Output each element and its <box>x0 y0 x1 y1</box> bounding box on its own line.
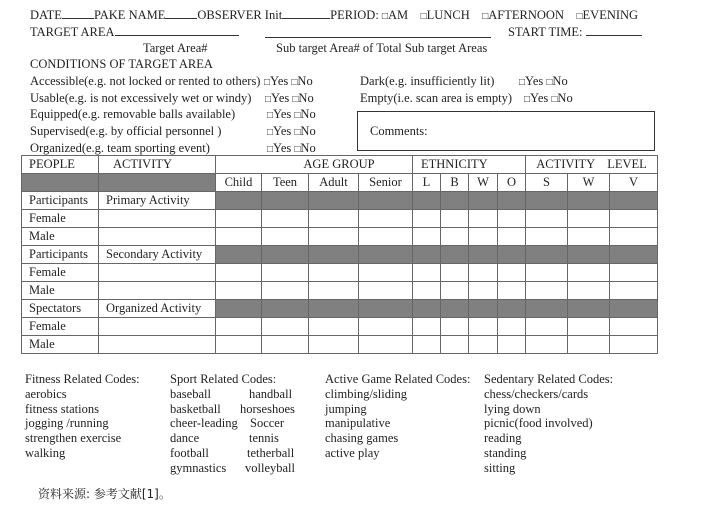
code-pair <box>170 416 285 431</box>
condition-accessible <box>30 74 260 89</box>
code-item: tennis <box>249 431 279 446</box>
fitness-codes-title: Fitness Related Codes: <box>25 372 140 386</box>
code-item: handball <box>249 386 293 401</box>
code-item: dance <box>170 431 200 446</box>
no-label: No <box>300 124 316 138</box>
count-cell[interactable] <box>413 336 441 354</box>
table-body <box>22 192 658 354</box>
count-cell[interactable] <box>568 264 610 282</box>
activity-cell: Primary Activity <box>99 192 216 210</box>
condition-label: Supervised(e.g. by official personnel ) <box>30 124 222 138</box>
shaded-cell <box>441 192 469 210</box>
sub-target-label: Sub target Area# of Total Sub target Areas <box>276 41 488 55</box>
count-cell[interactable] <box>262 228 309 246</box>
shaded-cell <box>216 192 262 210</box>
activity-cell[interactable] <box>99 228 216 246</box>
table-row <box>22 192 658 210</box>
count-cell[interactable] <box>441 228 469 246</box>
code-item: horseshoes <box>240 401 295 416</box>
condition-label: Empty(i.e. scan area is empty) <box>360 91 513 105</box>
yes-label: Yes <box>273 124 292 138</box>
shaded-cell <box>262 300 309 318</box>
shaded-cell <box>413 246 441 264</box>
count-cell[interactable] <box>526 264 568 282</box>
count-cell[interactable] <box>498 228 526 246</box>
count-cell[interactable] <box>469 318 498 336</box>
code-item: Soccer <box>250 416 285 431</box>
count-cell[interactable] <box>359 264 413 282</box>
count-cell[interactable] <box>309 282 359 300</box>
count-cell[interactable] <box>216 336 262 354</box>
condition-usable <box>30 91 251 106</box>
code-item: aerobics <box>25 386 67 401</box>
shaded-cell <box>309 246 359 264</box>
code-item: volleyball <box>245 460 295 475</box>
code-pair <box>170 431 279 446</box>
shaded-cell <box>526 192 568 210</box>
people-cell: Male <box>22 336 99 354</box>
activity-cell: Organized Activity <box>99 300 216 318</box>
count-cell[interactable] <box>610 264 658 282</box>
shaded-cell <box>498 192 526 210</box>
active-game-codes <box>325 372 470 461</box>
no-checkbox[interactable]: □ <box>294 144 301 155</box>
condition-supervised-options <box>267 124 316 140</box>
header-level-v: V <box>610 174 658 192</box>
start-time-field[interactable] <box>586 24 642 36</box>
no-checkbox[interactable]: □ <box>292 94 299 105</box>
no-label: No <box>557 91 573 105</box>
count-cell[interactable] <box>469 210 498 228</box>
yes-checkbox[interactable]: □ <box>264 77 271 88</box>
header-line-1 <box>30 7 638 24</box>
shaded-cell <box>610 246 658 264</box>
period-am-label: AM <box>387 8 409 22</box>
people-cell: Participants <box>22 192 99 210</box>
count-cell[interactable] <box>359 228 413 246</box>
no-label: No <box>552 74 568 88</box>
table-group-header-row <box>22 156 658 174</box>
people-cell: Participants <box>22 246 99 264</box>
condition-dark-options <box>519 74 568 90</box>
count-cell[interactable] <box>262 282 309 300</box>
count-cell[interactable] <box>610 336 658 354</box>
people-cell: Spectators <box>22 300 99 318</box>
count-cell[interactable] <box>498 318 526 336</box>
shaded-cell <box>413 300 441 318</box>
count-cell[interactable] <box>216 264 262 282</box>
shaded-cell <box>469 246 498 264</box>
code-item: climbing/sliding <box>325 386 407 401</box>
shaded-cell <box>610 192 658 210</box>
header-level-s: S <box>526 174 568 192</box>
count-cell[interactable] <box>610 228 658 246</box>
condition-label: Organized(e.g. team sporting event) <box>30 141 210 155</box>
count-cell[interactable] <box>469 282 498 300</box>
code-item: tetherball <box>247 445 295 460</box>
code-item: reading <box>484 431 522 446</box>
date-label: DATE <box>30 8 62 22</box>
count-cell[interactable] <box>610 318 658 336</box>
table-row <box>22 336 658 354</box>
count-cell[interactable] <box>498 282 526 300</box>
people-cell: Male <box>22 228 99 246</box>
code-item: jogging /running <box>25 416 109 431</box>
count-cell[interactable] <box>413 282 441 300</box>
count-cell[interactable] <box>309 210 359 228</box>
no-label: No <box>300 141 316 155</box>
shaded-cell <box>498 246 526 264</box>
condition-organized <box>30 141 210 156</box>
header-activity: ACTIVITY <box>99 156 216 174</box>
comments-box[interactable] <box>357 111 655 151</box>
header-line-2 <box>30 24 239 40</box>
no-checkbox[interactable]: □ <box>294 127 301 138</box>
shaded-cell <box>359 300 413 318</box>
shaded-cell <box>22 174 99 192</box>
count-cell[interactable] <box>359 336 413 354</box>
activity-cell[interactable] <box>99 264 216 282</box>
shaded-cell <box>441 246 469 264</box>
yes-label: Yes <box>530 91 549 105</box>
target-area-label: TARGET AREA <box>30 25 115 39</box>
yes-checkbox[interactable]: □ <box>267 110 274 121</box>
condition-dark <box>360 74 494 89</box>
condition-accessible-options <box>264 74 313 90</box>
condition-empty <box>360 91 512 106</box>
header-level-w: W <box>568 174 610 192</box>
shaded-cell <box>413 192 441 210</box>
shaded-cell <box>99 174 216 192</box>
count-cell[interactable] <box>568 210 610 228</box>
yes-label: Yes <box>273 141 292 155</box>
header-age-group: AGE GROUP <box>216 156 413 174</box>
shaded-cell <box>262 192 309 210</box>
count-cell[interactable] <box>262 264 309 282</box>
yes-label: Yes <box>525 74 544 88</box>
source-note: 资料来源: 参考文献[1]。 <box>38 487 171 501</box>
count-cell[interactable] <box>309 264 359 282</box>
people-cell: Female <box>22 210 99 228</box>
code-pair <box>170 460 295 476</box>
table-row <box>22 246 658 264</box>
count-cell[interactable] <box>216 282 262 300</box>
shaded-cell <box>469 192 498 210</box>
yes-checkbox[interactable]: □ <box>267 144 274 155</box>
header-ethnicity: ETHNICITY <box>413 156 526 174</box>
start-time-group <box>508 24 642 40</box>
shaded-cell <box>262 246 309 264</box>
code-item: standing <box>484 445 527 460</box>
conditions-title: CONDITIONS OF TARGET AREA <box>30 57 213 71</box>
header-child: Child <box>216 174 262 192</box>
condition-usable-options <box>265 91 314 107</box>
count-cell[interactable] <box>526 336 568 354</box>
active-game-codes-title: Active Game Related Codes: <box>325 372 471 386</box>
period-evening-label: EVENING <box>582 8 639 22</box>
code-item: walking <box>25 445 66 460</box>
count-cell[interactable] <box>526 228 568 246</box>
count-cell[interactable] <box>469 264 498 282</box>
header-senior: Senior <box>359 174 413 192</box>
count-cell[interactable] <box>526 210 568 228</box>
table-row <box>22 264 658 282</box>
code-item: cheer-leading <box>170 416 238 431</box>
period-lunch-label: LUNCH <box>426 8 470 22</box>
count-cell[interactable] <box>262 210 309 228</box>
shaded-cell <box>526 246 568 264</box>
shaded-cell <box>568 300 610 318</box>
table-row <box>22 210 658 228</box>
no-label: No <box>298 91 314 105</box>
observer-field[interactable] <box>282 7 330 19</box>
code-item: gymnastics <box>170 460 227 475</box>
count-cell[interactable] <box>441 210 469 228</box>
code-item: baseball <box>170 386 211 401</box>
count-cell[interactable] <box>413 318 441 336</box>
count-cell[interactable] <box>413 210 441 228</box>
yes-checkbox[interactable]: □ <box>267 127 274 138</box>
count-cell[interactable] <box>216 210 262 228</box>
count-cell[interactable] <box>413 264 441 282</box>
count-cell[interactable] <box>441 336 469 354</box>
code-item: active play <box>325 445 380 460</box>
count-cell[interactable] <box>526 282 568 300</box>
yes-checkbox[interactable]: □ <box>524 94 531 105</box>
activity-cell[interactable] <box>99 282 216 300</box>
code-item: lying down <box>484 401 541 416</box>
count-cell[interactable] <box>498 264 526 282</box>
sub-target-area-field[interactable] <box>265 26 491 38</box>
date-field[interactable] <box>62 7 94 19</box>
sport-codes <box>170 372 295 476</box>
count-cell[interactable] <box>469 336 498 354</box>
code-item: jumping <box>325 401 367 416</box>
activity-cell[interactable] <box>99 336 216 354</box>
no-checkbox[interactable]: □ <box>546 77 553 88</box>
yes-checkbox[interactable]: □ <box>265 94 272 105</box>
table-row <box>22 228 658 246</box>
observation-table <box>21 155 658 354</box>
count-cell[interactable] <box>441 318 469 336</box>
yes-label: Yes <box>273 107 292 121</box>
park-name-field[interactable] <box>165 7 197 19</box>
condition-label: Usable(e.g. is not excessively wet or windy) <box>30 91 252 105</box>
count-cell[interactable] <box>359 210 413 228</box>
header-ethnicity-w: W <box>469 174 498 192</box>
period-afternoon-checkbox[interactable]: □ <box>482 11 489 22</box>
period-afternoon-label: AFTERNOON <box>488 8 564 22</box>
shaded-cell <box>469 300 498 318</box>
count-cell[interactable] <box>568 282 610 300</box>
count-cell[interactable] <box>441 264 469 282</box>
shaded-cell <box>441 300 469 318</box>
count-cell[interactable] <box>309 228 359 246</box>
sport-codes-title: Sport Related Codes: <box>170 372 277 386</box>
condition-empty-options <box>524 91 573 107</box>
no-label: No <box>300 107 316 121</box>
no-checkbox[interactable]: □ <box>551 94 558 105</box>
activity-cell: Secondary Activity <box>99 246 216 264</box>
start-time-label: START TIME: <box>508 25 583 39</box>
code-pair <box>170 386 293 402</box>
shaded-cell <box>498 300 526 318</box>
count-cell[interactable] <box>309 336 359 354</box>
table-row <box>22 300 658 318</box>
activity-cell[interactable] <box>99 318 216 336</box>
count-cell[interactable] <box>526 318 568 336</box>
sedentary-codes-title: Sedentary Related Codes: <box>484 372 614 386</box>
count-cell[interactable] <box>610 210 658 228</box>
code-pair <box>170 401 295 417</box>
header-activity-level: ACTIVITY LEVEL <box>526 156 658 174</box>
period-lunch-checkbox[interactable]: □ <box>420 11 427 22</box>
target-area-num-label: Target Area# <box>143 41 208 55</box>
yes-checkbox[interactable]: □ <box>519 77 526 88</box>
code-pair <box>170 445 295 461</box>
table-sub-header-row <box>22 174 658 192</box>
code-item: sitting <box>484 460 516 475</box>
count-cell[interactable] <box>262 336 309 354</box>
yes-label: Yes <box>270 74 289 88</box>
no-checkbox[interactable]: □ <box>294 110 301 121</box>
condition-label: Equipped(e.g. removable balls available) <box>30 107 236 121</box>
count-cell[interactable] <box>359 318 413 336</box>
header-ethnicity-b: B <box>441 174 469 192</box>
shaded-cell <box>309 300 359 318</box>
park-name-label: PAKE NAME <box>93 8 166 22</box>
count-cell[interactable] <box>469 228 498 246</box>
code-item: picnic(food involved) <box>484 416 593 431</box>
count-cell[interactable] <box>610 282 658 300</box>
condition-label: Accessible(e.g. not locked or rented to others) <box>30 74 261 88</box>
comments-label: Comments: <box>370 124 428 138</box>
count-cell[interactable] <box>441 282 469 300</box>
header-teen: Teen <box>262 174 309 192</box>
shaded-cell <box>359 246 413 264</box>
shaded-cell <box>309 192 359 210</box>
count-cell[interactable] <box>309 318 359 336</box>
count-cell[interactable] <box>498 336 526 354</box>
period-am-checkbox[interactable]: □ <box>381 11 388 22</box>
activity-cell[interactable] <box>99 210 216 228</box>
period-evening-checkbox[interactable]: □ <box>576 11 583 22</box>
condition-label: Dark(e.g. insufficiently lit) <box>360 74 495 88</box>
header-people: PEOPLE <box>22 156 99 174</box>
count-cell[interactable] <box>568 336 610 354</box>
shaded-cell <box>610 300 658 318</box>
code-item: manipulative <box>325 416 391 431</box>
no-label: No <box>297 74 313 88</box>
header-adult: Adult <box>309 174 359 192</box>
period-label: PERIOD: <box>330 8 379 22</box>
count-cell[interactable] <box>262 318 309 336</box>
code-item: chasing games <box>325 431 399 446</box>
header-ethnicity-l: L <box>413 174 441 192</box>
condition-equipped <box>30 107 235 122</box>
yes-label: Yes <box>271 91 290 105</box>
target-area-field[interactable] <box>115 24 239 36</box>
no-checkbox[interactable]: □ <box>291 77 298 88</box>
condition-equipped-options <box>267 107 316 123</box>
fitness-codes <box>25 372 140 461</box>
shaded-cell <box>216 300 262 318</box>
sedentary-codes <box>484 372 613 476</box>
condition-supervised <box>30 124 221 139</box>
table-row <box>22 282 658 300</box>
count-cell[interactable] <box>413 228 441 246</box>
header-ethnicity-o: O <box>498 174 526 192</box>
count-cell[interactable] <box>216 318 262 336</box>
shaded-cell <box>568 192 610 210</box>
count-cell[interactable] <box>359 282 413 300</box>
count-cell[interactable] <box>568 318 610 336</box>
count-cell[interactable] <box>216 228 262 246</box>
count-cell[interactable] <box>498 210 526 228</box>
code-item: basketball <box>170 401 221 416</box>
people-cell: Female <box>22 318 99 336</box>
code-item: strengthen exercise <box>25 431 122 446</box>
code-item: football <box>170 445 209 460</box>
people-cell: Male <box>22 282 99 300</box>
code-item: fitness stations <box>25 401 99 416</box>
observer-label: OBSERVER Init <box>197 8 283 22</box>
code-item: chess/checkers/cards <box>484 386 589 401</box>
table-row <box>22 318 658 336</box>
shaded-cell <box>568 246 610 264</box>
shaded-cell <box>526 300 568 318</box>
people-cell: Female <box>22 264 99 282</box>
count-cell[interactable] <box>568 228 610 246</box>
shaded-cell <box>359 192 413 210</box>
shaded-cell <box>216 246 262 264</box>
